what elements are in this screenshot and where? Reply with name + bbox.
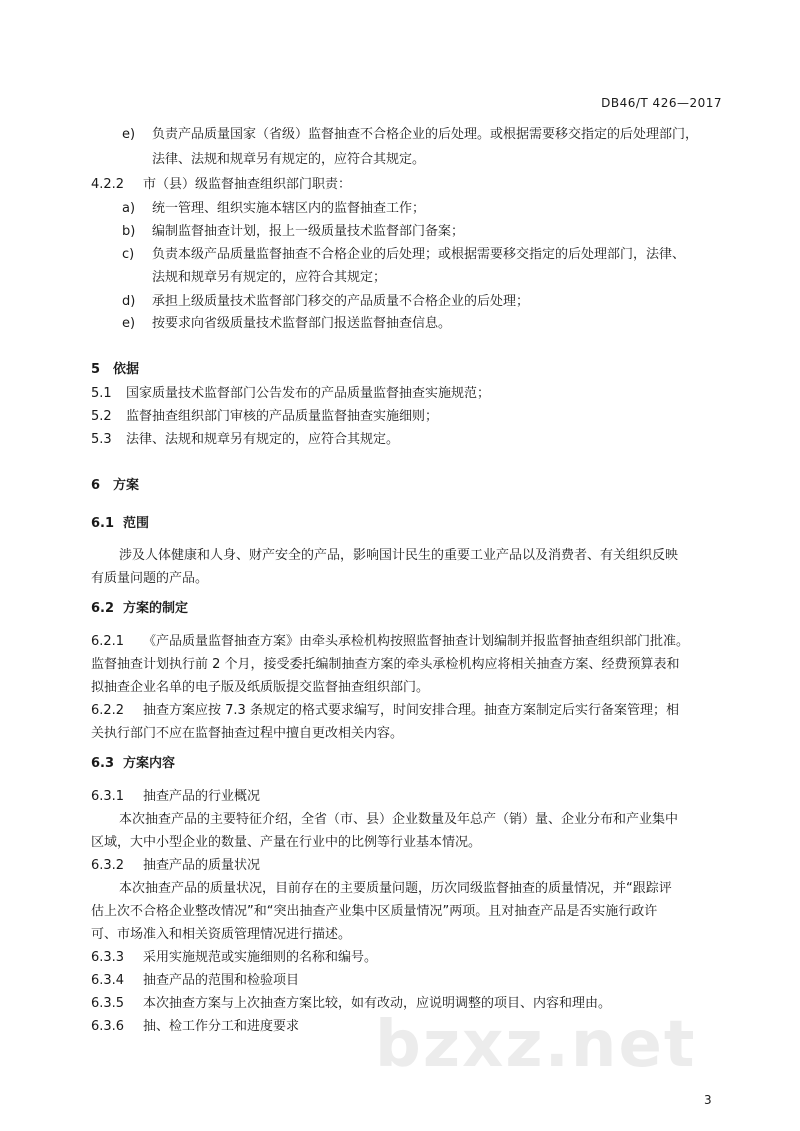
clause-number: 5.3 [91,432,112,447]
subsection-heading [91,755,175,773]
section-number: 5 [91,362,101,377]
section-number: 6.2 [91,601,115,616]
clause [91,1018,299,1036]
paragraph-line [91,926,351,944]
clause-text: 抽查产品的质量状况 [143,858,261,873]
paragraph-text: 有质量问题的产品。 [91,571,209,586]
item-text: 负责本级产品质量监督抽查不合格企业的后处理；或根据需要移交指定的后处理部门，法律、 [152,247,686,262]
list-item [122,293,529,311]
document-code: DB46/T 426—2017 [601,96,722,110]
clause-number: 6.3.4 [91,973,125,988]
item-text: 负责产品质量国家（省级）监督抽查不合格企业的后处理。或根据需要移交指定的后处理部门， [152,127,699,142]
clause [91,385,490,403]
section-heading [91,361,139,379]
list-item [152,269,386,287]
clause [91,972,299,990]
clause-text: 法律、法规和规章另有规定的，应符合其规定。 [126,432,400,447]
clause-text: 市（县）级监督抽查组织部门职责： [143,177,352,192]
clause-number: 5.1 [91,386,112,401]
section-title: 方案内容 [123,756,176,771]
item-text: 法律、法规和规章另有规定的，应符合其规定。 [152,152,426,167]
list-item [122,246,685,264]
section-title: 范围 [123,516,150,531]
item-text: 编制监督抽查计划，报上一级质量技术监督部门备案； [152,224,465,239]
paragraph-text: 拟抽查企业名单的电子版及纸质版提交监督抽查组织部门。 [91,680,430,695]
clause-number: 4.2.2 [91,177,125,192]
paragraph-line [91,570,208,588]
paragraph-line [119,880,672,898]
clause [91,788,260,806]
paragraph-line [91,679,429,697]
paragraph-text: 监督抽查计划执行前 2 个月，接受委托编制抽查方案的牵头承检机构应将相关抽查方案、经费预算表和 [91,657,680,672]
clause-number: 6.2.1 [91,634,125,649]
section-number: 6 [91,478,101,493]
clause-text: 国家质量技术监督部门公告发布的产品质量监督抽查实施规范； [126,386,491,401]
clause-number: 6.3.3 [91,950,125,965]
clause [91,857,260,875]
list-item [122,126,698,144]
clause [91,633,689,651]
paragraph-text: 本次抽查产品的主要特征介绍，全省（市、县）企业数量及年总产（销）量、企业分布和产业集中 [119,812,679,827]
list-item [122,315,451,333]
clause-text: 抽查方案应按 7.3 条规定的格式要求编写，时间安排合理。抽查方案制定后实行备案管理；相 [143,703,679,718]
item-text: 按要求向省级质量技术监督部门报送监督抽查信息。 [152,316,452,331]
paragraph-line [91,903,657,921]
subsection-heading [91,515,149,533]
paragraph-text: 估上次不合格企业整改情况”和“突出抽查产业集中区质量情况”两项。且对抽查产品是否实施行政许 [91,904,658,919]
clause-number: 6.3.2 [91,858,125,873]
section-title: 方案的制定 [123,601,189,616]
clause [91,431,399,449]
clause-text: 抽查产品的行业概况 [143,789,261,804]
item-marker: b) [122,224,136,239]
clause-text: 采用实施规范或实施细则的名称和编号。 [143,950,378,965]
item-marker: d) [122,294,136,309]
clause [91,408,438,426]
item-marker: e) [122,316,136,331]
paragraph-text: 涉及人体健康和人身、财产安全的产品，影响国计民生的重要工业产品以及消费者、有关组织反映 [119,548,679,563]
clause-heading [91,176,351,194]
clause-text: 监督抽查组织部门审核的产品质量监督抽查实施细则； [126,409,439,424]
clause-number: 6.3.6 [91,1019,125,1034]
clause-number: 6.3.1 [91,789,125,804]
page-number: 3 [704,1093,712,1107]
clause-text: 抽查产品的范围和检验项目 [143,973,300,988]
item-marker: a) [122,201,136,216]
subsection-heading [91,600,188,618]
paragraph-text: 关执行部门不应在监督抽查过程中擅自更改相关内容。 [91,726,404,741]
paragraph-line [119,811,678,829]
clause-number: 6.2.2 [91,703,125,718]
watermark: bzxz.net [375,1008,697,1082]
list-item [122,200,425,218]
section-heading [91,477,139,495]
section-title: 依据 [113,362,140,377]
clause-number: 6.3.5 [91,996,125,1011]
item-marker: c) [122,247,135,262]
item-text: 承担上级质量技术监督部门移交的产品质量不合格企业的后处理； [152,294,530,309]
paragraph-line [91,725,403,743]
paragraph-line [119,547,678,565]
clause [91,949,377,967]
item-text: 统一管理、组织实施本辖区内的监督抽查工作； [152,201,426,216]
section-title: 方案 [113,478,140,493]
item-marker: e) [122,127,136,142]
paragraph-line [91,834,481,852]
section-number: 6.1 [91,516,115,531]
section-number: 6.3 [91,756,115,771]
clause-text: 抽、检工作分工和进度要求 [143,1019,300,1034]
paragraph-text: 区域，大中小型企业的数量、产量在行业中的比例等行业基本情况。 [91,835,482,850]
list-item [152,151,425,169]
paragraph-text: 可、市场准入和相关资质管理情况进行描述。 [91,927,352,942]
clause-text: 《产品质量监督抽查方案》由牵头承检机构按照监督抽查计划编制并报监督抽查组织部门批准。 [143,634,690,649]
clause-number: 5.2 [91,409,112,424]
item-text: 法规和规章另有规定的，应符合其规定； [152,270,387,285]
clause [91,702,679,720]
list-item [122,223,464,241]
paragraph-line [91,656,680,674]
paragraph-text: 本次抽查产品的质量状况，目前存在的主要质量问题，历次同级监督抽查的质量情况，并“跟踪评 [119,881,672,896]
clause-text: 本次抽查方案与上次抽查方案比较，如有改动，应说明调整的项目、内容和理由。 [143,996,612,1011]
